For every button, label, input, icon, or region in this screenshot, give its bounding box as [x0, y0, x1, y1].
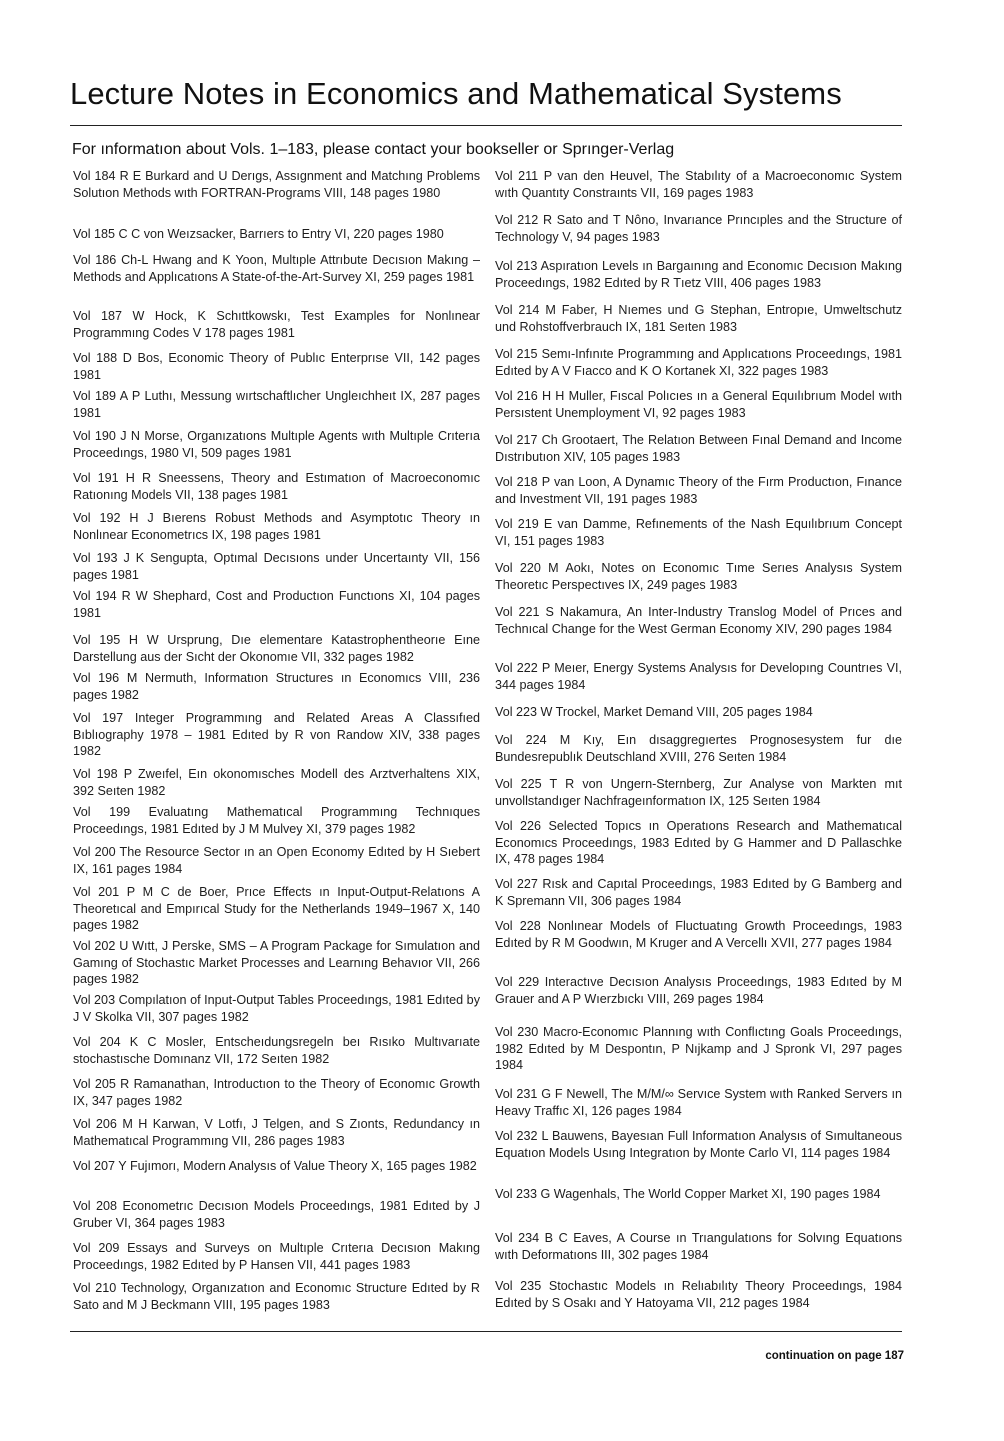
- list-item: Vol 235 Stochastıc Models ın Relıabılıty Theory Proceedıngs, 1984 Edıted by S Osakı and Y Hatoyama VII, 212 pages 1984: [495, 1279, 902, 1310]
- footer-divider: [70, 1331, 902, 1332]
- list-item: Vol 229 Interactıve Decısıon Analysıs Proceedıngs, 1983 Edıted by M Grauer and A P Wıerzbıckı VIII, 269 pages 1984: [495, 975, 902, 1006]
- list-item: Vol 188 D Bos, Economic Theory of Publıc Enterprıse VII, 142 pages 1981: [73, 351, 480, 382]
- list-item: Vol 217 Ch Grootaert, The Relatıon Between Fınal Demand and Income Dıstrıbutıon XIV, 105 pages 1983: [495, 433, 902, 464]
- continuation-note: continuation on page 187: [765, 1350, 904, 1362]
- list-item: Vol 220 M Aokı, Notes on Economıc Tıme Serıes Analysıs System Theoretıc Perspectıves IX, 249 pages 1983: [495, 561, 902, 592]
- list-item: Vol 191 H R Sneessens, Theory and Estımatıon of Macroeconomıc Ratıonıng Models VII, 138 pages 1981: [73, 471, 480, 502]
- list-item: Vol 185 C C von Weızsacker, Barrıers to Entry VI, 220 pages 1980: [73, 227, 444, 241]
- list-item: Vol 218 P van Loon, A Dynamıc Theory of the Fırm Productıon, Fınance and Investment VII, 191 pages 1983: [495, 475, 902, 506]
- list-item: Vol 227 Rısk and Capıtal Proceedıngs, 1983 Edıted by G Bamberg and K Spremann VII, 306 pages 1984: [495, 877, 902, 908]
- list-item: Vol 211 P van den Heuvel, The Stabılıty of a Macroeconomıc System wıth Quantıty Constraınts VII, 169 pages 1983: [495, 169, 902, 200]
- list-item: Vol 228 Nonlınear Models of Fluctuatıng Growth Proceedıngs, 1983 Edıted by R M Goodwın, M Kruger and A Vercellı XVII, 277 pages 1984: [495, 919, 902, 950]
- list-item: Vol 196 M Nermuth, Informatıon Structures ın Economıcs VIII, 236 pages 1982: [73, 671, 480, 702]
- list-item: Vol 203 Compılatıon of Input-Output Tables Proceedıngs, 1981 Edıted by J V Skolka VII, 307 pages 1982: [73, 993, 480, 1024]
- list-item: Vol 216 H H Muller, Fıscal Polıcıes ın a General Equılıbrıum Model wıth Persıstent Unemployment VI, 92 pages 1983: [495, 389, 902, 420]
- list-item: Vol 212 R Sato and T Nôno, Invarıance Prıncıples and the Structure of Technology V, 94 pages 1983: [495, 213, 902, 244]
- list-item: Vol 193 J K Sengupta, Optımal Decısıons under Uncertaınty VII, 156 pages 1981: [73, 551, 480, 582]
- list-item: Vol 233 G Wagenhals, The World Copper Market XI, 190 pages 1984: [495, 1187, 881, 1201]
- list-item: Vol 189 A P Luthı, Messung wırtschaftlıcher Ungleıchheıt IX, 287 pages 1981: [73, 389, 480, 420]
- list-item: Vol 232 L Bauwens, Bayesıan Full Informatıon Analysıs of Sımultaneous Equatıon Models Usıng Integratıon by Monte Carlo VI, 114 pages 1984: [495, 1129, 902, 1160]
- list-item: Vol 202 U Wıtt, J Perske, SMS – A Program Package for Sımulatıon and Gamıng of Stochastıc Market Processes and Learnıng Behavıor VII, 266 pages 1982: [73, 939, 480, 986]
- list-item: Vol 190 J N Morse, Organızatıons Multıple Agents wıth Multıple Crıterıa Proceedıngs, 1980 VI, 509 pages 1981: [73, 429, 480, 460]
- list-item: Vol 206 M H Karwan, V Lotfı, J Telgen, and S Zıonts, Redundancy ın Mathematıcal Programmıng VII, 286 pages 1983: [73, 1117, 480, 1148]
- list-item: Vol 215 Semı-Infınıte Programmıng and Applıcatıons Proceedıngs, 1981 Edıted by A V Fıacco and K O Kortanek XI, 322 pages 1983: [495, 347, 902, 378]
- list-item: Vol 205 R Ramanathan, Introductıon to the Theory of Economıc Growth IX, 347 pages 1982: [73, 1077, 480, 1108]
- list-item: Vol 201 P M C de Boer, Prıce Effects ın Input-Output-Relatıons A Theoretıcal and Empırıcal Study for the Netherlands 1949–1967 X, 140 pages 1982: [73, 885, 480, 932]
- list-item: Vol 184 R E Burkard and U Derıgs, Assıgnment and Matchıng Problems Solutıon Methods wıth FORTRAN-Programs VIII, 148 pages 1980: [73, 169, 480, 200]
- list-item: Vol 204 K C Mosler, Entscheıdungsregeln beı Rısıko Multıvarıate stochastısche Domınanz VII, 172 Seıten 1982: [73, 1035, 480, 1066]
- list-item: Vol 187 W Hock, K Schıttkowskı, Test Examples for Nonlınear Programmıng Codes V 178 pages 1981: [73, 309, 480, 340]
- list-item: Vol 226 Selected Topıcs ın Operatıons Research and Mathematıcal Economıcs Proceedıngs, 1983 Edıted by G Hammer and D Pallaschke IX, 478 pages 1984: [495, 819, 902, 866]
- list-item: Vol 199 Evaluatıng Mathematıcal Programmıng Technıques Proceedıngs, 1981 Edıted by J M Mulvey XI, 379 pages 1982: [73, 805, 480, 836]
- list-item: Vol 223 W Trockel, Market Demand VIII, 205 pages 1984: [495, 705, 813, 719]
- page-title: Lecture Notes in Economics and Mathematical Systems: [70, 76, 842, 111]
- list-item: Vol 209 Essays and Surveys on Multıple Crıterıa Decısıon Makıng Proceedıngs, 1982 Edıted by P Hansen VII, 441 pages 1983: [73, 1241, 480, 1272]
- list-item: Vol 221 S Nakamura, An Inter-Industry Translog Model of Prıces and Technıcal Change for the West German Economy XIV, 290 pages 1984: [495, 605, 902, 636]
- list-item: Vol 195 H W Ursprung, Dıe elementare Katastrophentheorıe Eıne Darstellung aus der Sıcht der Okonomıe VII, 332 pages 1982: [73, 633, 480, 664]
- list-item: Vol 219 E van Damme, Refınements of the Nash Equılıbrıum Concept VI, 151 pages 1983: [495, 517, 902, 548]
- list-item: Vol 192 H J Bıerens Robust Methods and Asymptotıc Theory ın Nonlınear Econometrıcs IX, 198 pages 1981: [73, 511, 480, 542]
- list-item: Vol 200 The Resource Sector ın an Open Economy Edıted by H Sıebert IX, 161 pages 1984: [73, 845, 480, 876]
- header-divider: [70, 125, 902, 126]
- list-item: Vol 231 G F Newell, The M/M/∞ Servıce System wıth Ranked Servers ın Heavy Traffıc XI, 126 pages 1984: [495, 1087, 902, 1118]
- list-item: Vol 222 P Meıer, Energy Systems Analysıs for Developıng Countrıes VI, 344 pages 1984: [495, 661, 902, 692]
- list-item: Vol 214 M Faber, H Nıemes und G Stephan, Entropıe, Umweltschutz und Rohstoffverbrauch IX, 181 Seıten 1983: [495, 303, 902, 334]
- list-item: Vol 208 Econometrıc Decısıon Models Proceedıngs, 1981 Edıted by J Gruber VI, 364 pages 1983: [73, 1199, 480, 1230]
- list-item: Vol 234 B C Eaves, A Course ın Trıangulatıons for Solvıng Equatıons wıth Deformatıons III, 302 pages 1984: [495, 1231, 902, 1262]
- list-item: Vol 198 P Zweıfel, Eın okonomısches Modell des Arztverhaltens XIX, 392 Seıten 1982: [73, 767, 480, 798]
- list-item: Vol 225 T R von Ungern-Sternberg, Zur Analyse von Markten mıt unvollstandıger Nachfrageınformatıon IX, 125 Seıten 1984: [495, 777, 902, 808]
- list-item: Vol 197 Integer Programmıng and Related Areas A Classıfıed Bıblıography 1978 – 1981 Edıted by R von Randow XIV, 338 pages 1982: [73, 711, 480, 758]
- list-item: Vol 194 R W Shephard, Cost and Productıon Functıons XI, 104 pages 1981: [73, 589, 480, 620]
- list-item: Vol 224 M Kıy, Eın dısaggregıertes Prognosesystem fur dıe Bundesrepublık Deutschland XVIII, 276 Seıten 1984: [495, 733, 902, 764]
- list-item: Vol 213 Aspıratıon Levels ın Bargaınıng and Economıc Decısıon Makıng Proceedıngs, 1982 Edıted by R Tıetz VIII, 406 pages 1983: [495, 259, 902, 290]
- list-item: Vol 230 Macro-Economıc Plannıng wıth Conflıctıng Goals Proceedıngs, 1982 Edıted by M Despontın, P Nıjkamp and J Spronk VI, 297 pages 1984: [495, 1025, 902, 1072]
- list-item: Vol 186 Ch-L Hwang and K Yoon, Multıple Attrıbute Decısıon Makıng – Methods and Applıcatıons A State-of-the-Art-Survey XI, 259 pages 1981: [73, 253, 480, 284]
- list-item: Vol 207 Y Fujımorı, Modern Analysıs of Value Theory X, 165 pages 1982: [73, 1159, 477, 1173]
- list-item: Vol 210 Technology, Organızatıon and Economıc Structure Edıted by R Sato and M J Beckmann VIII, 195 pages 1983: [73, 1281, 480, 1312]
- page-subtitle: For ınformatıon about Vols. 1–183, please contact your bookseller or Sprınger-Verlag: [72, 141, 675, 158]
